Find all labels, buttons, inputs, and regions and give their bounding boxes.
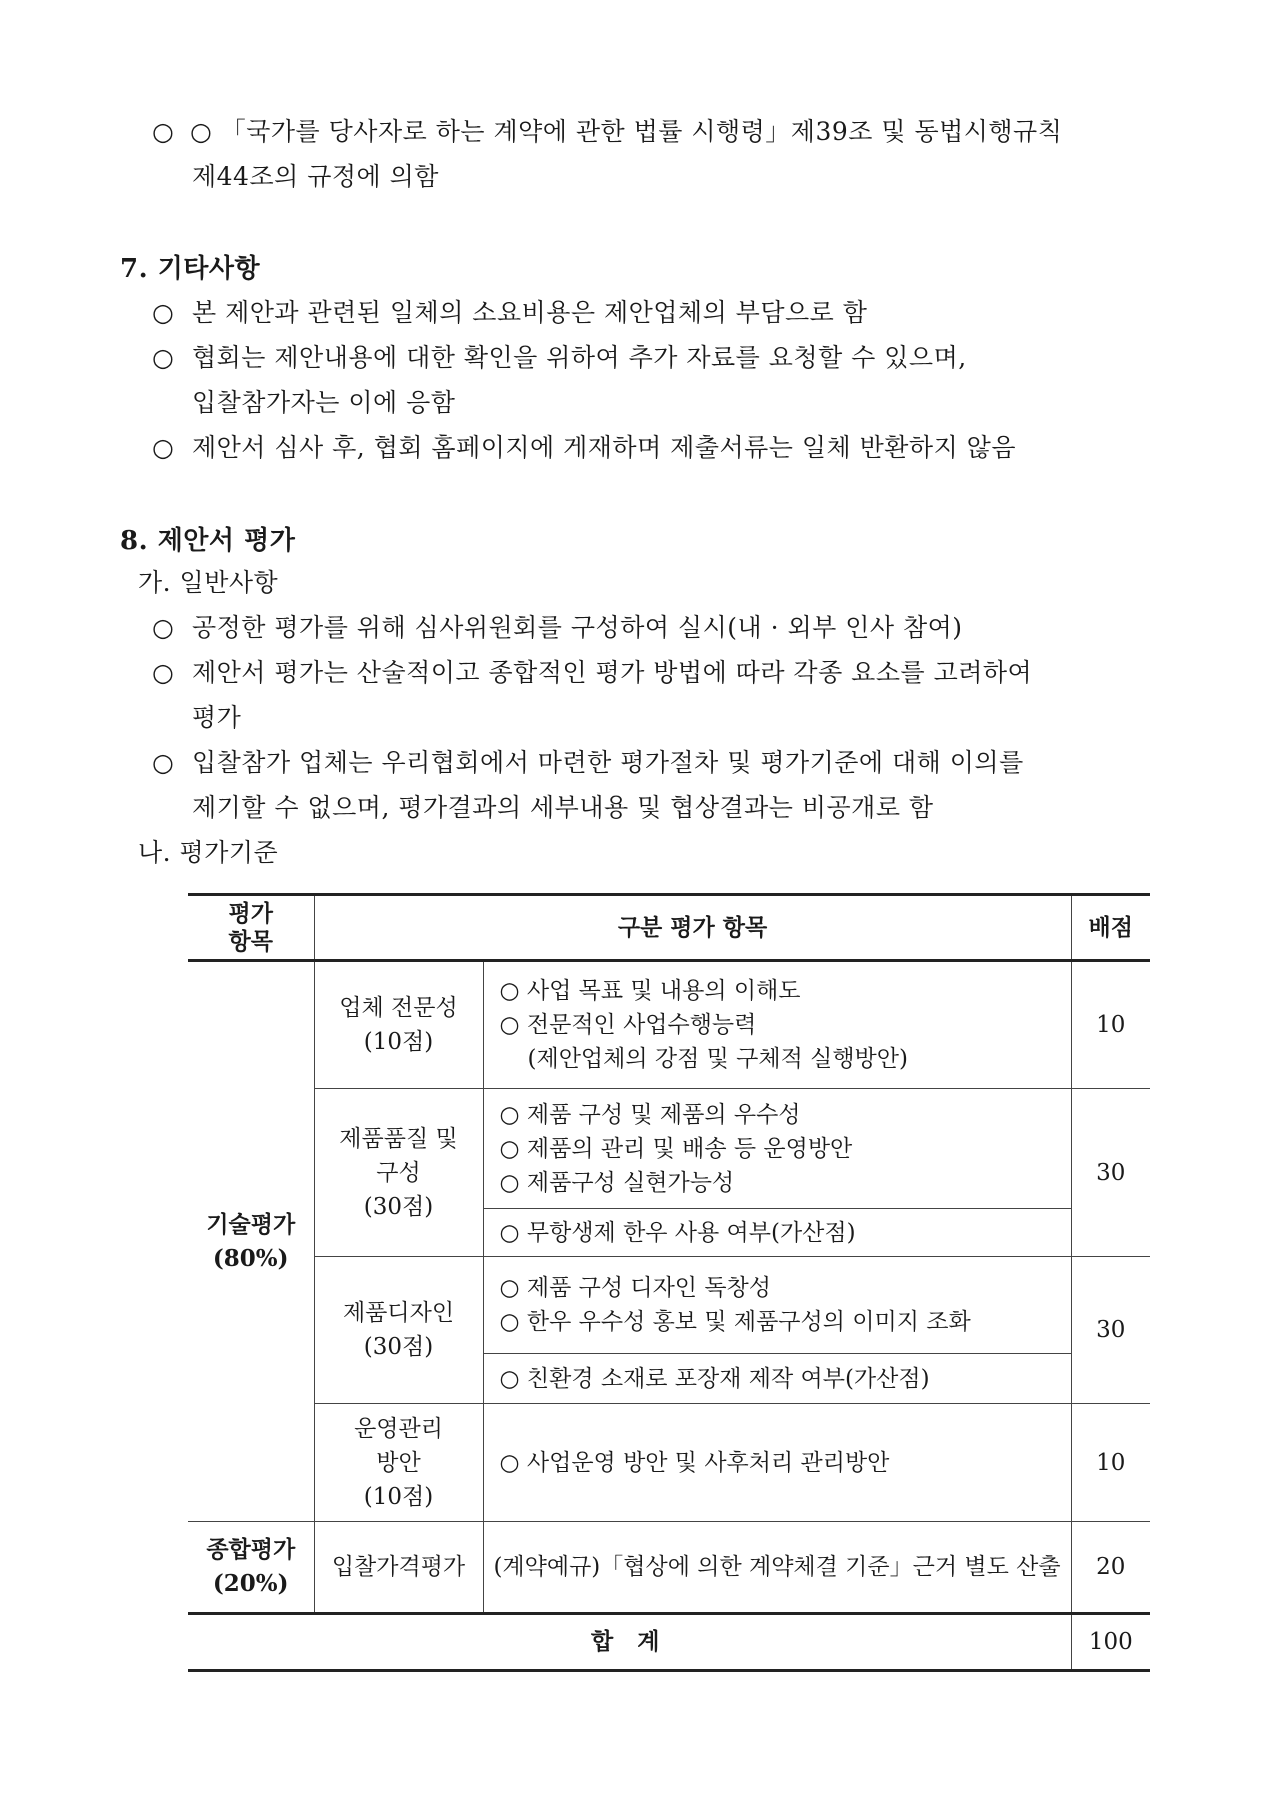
criterion-name xyxy=(314,961,483,1089)
category-percent: (80%) xyxy=(212,1244,289,1272)
criterion-name-line: 제품품질 및 xyxy=(339,1125,458,1152)
bullet-circle: ○ xyxy=(152,343,174,372)
criterion-item: ○ 한우 우수성 홍보 및 제품구성의 이미지 조화 xyxy=(499,1309,971,1335)
section-7-item-3: 제안서 심사 후, 협회 홈페이지에 게재하며 제출서류는 일체 반환하지 않음 xyxy=(192,433,1016,462)
criterion-name-line: 방안 xyxy=(376,1449,421,1476)
criterion-item: ○ 제품 구성 디자인 독창성 xyxy=(499,1275,771,1301)
bullet-circle: ○ xyxy=(152,748,174,777)
intro-line-1: ○ 「국가를 당사자로 하는 계약에 관한 법률 시행령」제39조 및 동법시행규칙 xyxy=(190,117,1063,146)
criterion-items xyxy=(483,961,1071,1089)
total-score: 100 xyxy=(1071,1614,1150,1671)
subsection-b-title: 나. 평가기준 xyxy=(138,838,279,867)
criterion-extra-item: ○ 무항생제 한우 사용 여부(가산점) xyxy=(483,1209,1071,1257)
criterion-items xyxy=(483,1089,1071,1209)
header-eval-items: 구분 평가 항목 xyxy=(314,895,1071,961)
criterion-name xyxy=(314,1404,483,1522)
header-line: 항목 xyxy=(228,927,273,955)
criterion-name: 입찰가격평가 xyxy=(314,1522,483,1614)
table-row xyxy=(188,1522,1150,1614)
section-8-item-3-line-1: 입찰참가 업체는 우리협회에서 마련한 평가절차 및 평가기준에 대해 이의를 xyxy=(192,748,1024,777)
bullet-circle: ○ xyxy=(152,613,174,642)
criterion-item: ○ 전문적인 사업수행능력 xyxy=(499,1012,757,1038)
section-8-item-1: 공정한 평가를 위해 심사위원회를 구성하여 실시(내 · 외부 인사 참여) xyxy=(192,613,963,642)
section-7-item-2-line-1: 협회는 제안내용에 대한 확인을 위하여 추가 자료를 요청할 수 있으며, xyxy=(192,343,967,372)
bullet-circle: ○ xyxy=(152,117,174,146)
bullet-circle: ○ xyxy=(152,658,174,687)
criterion-item: ○ 제품 구성 및 제품의 우수성 xyxy=(499,1101,801,1128)
table-row xyxy=(188,1089,1150,1209)
table-row xyxy=(188,1257,1150,1354)
criterion-score: 20 xyxy=(1071,1522,1150,1614)
evaluation-criteria-table xyxy=(188,893,1150,1672)
header-eval-category xyxy=(188,895,314,961)
total-label: 합 계 xyxy=(188,1614,1071,1671)
criterion-items xyxy=(483,1257,1071,1354)
criterion-item: ○ 제품구성 실현가능성 xyxy=(499,1169,735,1196)
criterion-name-line: 운영관리 xyxy=(354,1415,443,1442)
category-label: 기술평가 xyxy=(206,1210,296,1238)
criterion-name-line: 제품디자인 xyxy=(342,1300,455,1326)
criterion-points: (10점) xyxy=(363,1029,434,1055)
criterion-name xyxy=(314,1257,483,1404)
tech-eval-label xyxy=(188,961,314,1522)
bullet-circle: ○ xyxy=(152,298,174,327)
criterion-score: 30 xyxy=(1071,1257,1150,1404)
criterion-items: ○ 사업운영 방안 및 사후처리 관리방안 xyxy=(483,1404,1071,1522)
bullet-circle: ○ xyxy=(152,433,174,462)
criterion-score: 10 xyxy=(1071,1404,1150,1522)
section-8-title: 8. 제안서 평가 xyxy=(120,526,296,556)
section-8-item-2-line-1: 제안서 평가는 산술적이고 종합적인 평가 방법에 따라 각종 요소를 고려하여 xyxy=(192,658,1033,687)
criterion-points: (30점) xyxy=(363,1334,434,1360)
criterion-name xyxy=(314,1089,483,1257)
header-score: 배점 xyxy=(1071,895,1150,961)
criterion-points: (10점) xyxy=(363,1483,434,1510)
section-8-item-2-line-2: 평가 xyxy=(192,703,242,732)
subsection-a-title: 가. 일반사항 xyxy=(138,568,279,597)
criterion-name-line: 업체 전문성 xyxy=(339,995,458,1021)
criterion-score: 10 xyxy=(1071,961,1150,1089)
section-7-title: 7. 기타사항 xyxy=(120,254,261,284)
category-label: 종합평가 xyxy=(206,1536,296,1563)
section-7-item-1: 본 제안과 관련된 일체의 소요비용은 제안업체의 부담으로 함 xyxy=(192,298,868,327)
overall-eval-label xyxy=(188,1522,314,1614)
header-line: 평가 xyxy=(228,899,273,927)
section-7-item-2-line-2: 입찰참가자는 이에 응함 xyxy=(192,388,456,417)
section-8-item-3-line-2: 제기할 수 없으며, 평가결과의 세부내용 및 협상결과는 비공개로 함 xyxy=(192,793,934,822)
table-row xyxy=(188,961,1150,1089)
criterion-extra-item: ○ 친환경 소재로 포장재 제작 여부(가산점) xyxy=(483,1354,1071,1404)
table-header-row xyxy=(188,895,1150,961)
table-row xyxy=(188,1404,1150,1522)
criterion-points: (30점) xyxy=(363,1193,434,1220)
criterion-item-note: (제안업체의 강점 및 구체적 실행방안) xyxy=(527,1046,908,1072)
criterion-item: ○ 제품의 관리 및 배송 등 운영방안 xyxy=(499,1135,853,1162)
criterion-name-line: 구성 xyxy=(376,1159,421,1186)
intro-line-2: 제44조의 규정에 의함 xyxy=(192,162,439,191)
criterion-score: 30 xyxy=(1071,1089,1150,1257)
table-total-row xyxy=(188,1614,1150,1671)
criterion-items: (계약예규)「협상에 의한 계약체결 기준」근거 별도 산출 xyxy=(483,1522,1071,1614)
criterion-item: ○ 사업 목표 및 내용의 이해도 xyxy=(499,978,801,1004)
category-percent: (20%) xyxy=(212,1570,289,1597)
